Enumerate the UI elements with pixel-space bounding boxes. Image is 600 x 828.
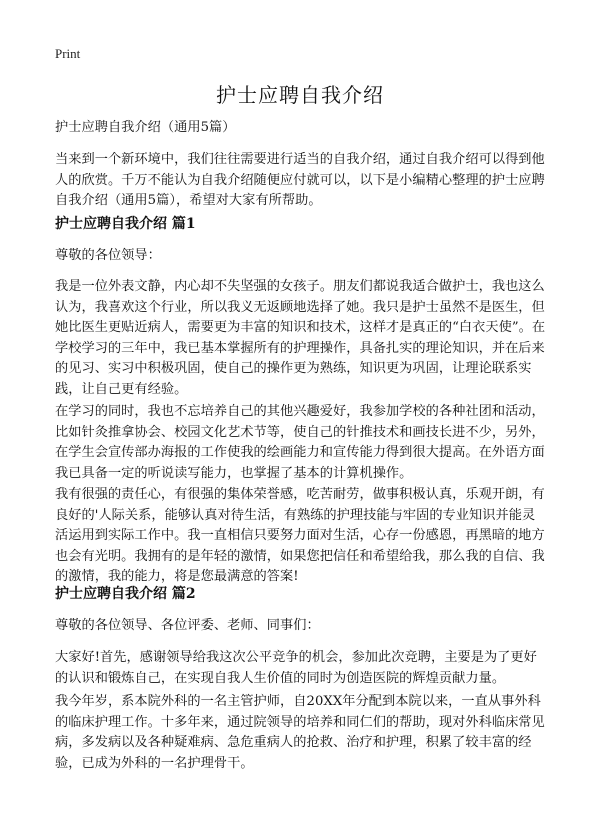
section-2-paragraph-1: 大家好!首先，感谢领导给我这次公平竞争的机会，参加此次竞聘，主要是为了更好的认识和锻炼自己，在实现自我人生价值的同时为创造医院的辉煌贡献力量。 (55, 650, 537, 686)
section-1-greeting: 尊敬的各位领导： (55, 248, 161, 263)
section-1-heading: 护士应聘自我介绍 篇1 (55, 216, 196, 232)
intro-paragraph: 当来到一个新环境中，我们往往需要进行适当的自我介绍，通过自我介绍可以得到他人的欣赏。千万不能认为自我介绍随便应付就可以，以下是小编精心整理的护士应聘自我介绍（通用5篇），希望对大家有所帮助。 (55, 152, 545, 208)
section-2-greeting: 尊敬的各位领导、各位评委、老师、同事们： (55, 618, 320, 633)
section-2-paragraph-2: 我今年岁，系本院外科的一名主管护师，自20XX年分配到本院以来，一直从事外科的临床护理工作。十多年来，通过院领导的培养和同仁们的帮助，现对外科临床常见病，多发病以及各种疑难病、急危重病人的抢救、治疗和护理，积累了较丰富的经验，已成为外科的一名护理骨干。 (55, 694, 545, 771)
section-1-paragraph-2: 在学习的同时，我也不忘培养自己的其他兴趣爱好，我参加学校的各种社团和活动，比如针灸推拿协会、校园文化艺术节等，使自己的针推技术和画技长进不少，另外，在学生会宣传部办海报的工作使我的绘画能力和宣传能力得到很大提高。在外语方面我已具备一定的听说读写能力，也掌握了基本的计算机操作。 (55, 404, 545, 481)
section-1-paragraph-3: 我有很强的责任心，有很强的集体荣誉感，吃苦耐劳，做事积极认真，乐观开朗，有良好的'人际关系，能够认真对待生活，有熟练的护理技能与牢固的专业知识并能灵活运用到实际工作中。我一直相信只要努力面对生活，心存一份感恩，再黑暗的地方也会有光明。我拥有的是年轻的激情，如果您把信任和希望给我，那么我的自信、我的激情，我的能力，将是您最满意的答案! (55, 487, 545, 584)
section-2-heading: 护士应聘自我介绍 篇2 (55, 586, 196, 602)
document-subtitle: 护士应聘自我介绍（通用5篇） (55, 120, 236, 135)
section-1-paragraph-1: 我是一位外表文静，内心却不失坚强的女孩子。朋友们都说我适合做护士，我也这么认为，我喜欢这个行业，所以我义无返顾地选择了她。我只是护士虽然不是医生，但她比医生更贴近病人，需要更为丰富的知识和技术，这样才是真正的“白衣天使”。在学校学习的三年中，我已基本掌握所有的护理操作，具备扎实的理论知识，并在后来的见习、实习中积极巩固，使自己的操作更为熟练，知识更为巩固，让理论联系实践，让自己更有经验。 (55, 279, 546, 397)
page-title: 护士应聘自我介绍 (216, 83, 384, 107)
print-link[interactable]: Print (55, 46, 81, 61)
